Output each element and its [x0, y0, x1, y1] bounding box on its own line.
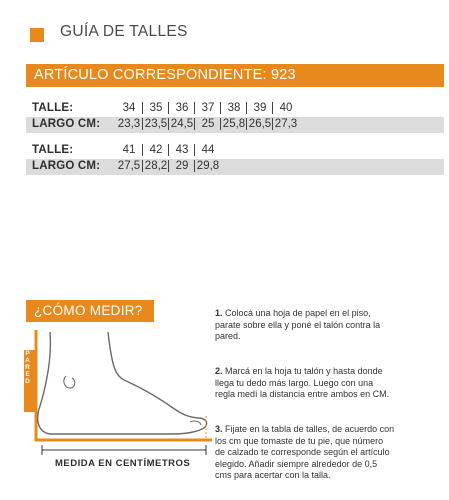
cm-row-label: LARGO CM:: [32, 160, 101, 172]
size-cell: 36: [168, 102, 195, 114]
step-number: 2.: [215, 366, 223, 376]
cm-cell: 27,3: [272, 118, 299, 130]
size-cell: 41: [122, 144, 136, 156]
page-title: GUÍA DE TALLES: [60, 23, 188, 40]
step-text: Marcá en la hoja tu talón y hasta donde llega tu dedo más largo. Luego con una regla medí la distancia entre ambos en CM.: [215, 366, 390, 399]
size-cell: 37: [194, 102, 221, 114]
how-to-measure-banner: [26, 300, 154, 322]
how-to-measure-title: ¿CÓMO MEDIR?: [34, 303, 143, 318]
foot-outline: [38, 332, 207, 434]
header-accent-square: [30, 28, 44, 42]
wall-floor-bracket: [36, 330, 212, 440]
step-2: [215, 366, 395, 401]
size-cell: 35: [142, 102, 169, 114]
cm-row: [26, 159, 444, 175]
cm-row-label: LARGO CM:: [32, 118, 101, 130]
size-table-1: [26, 101, 444, 133]
step-number: 3.: [215, 424, 223, 434]
cm-cell: 26,5: [246, 118, 273, 130]
cm-cell: 23,3: [117, 118, 141, 130]
toe-nail: [190, 421, 201, 425]
article-banner: [26, 64, 444, 87]
wall-label-text: PARED: [24, 350, 31, 385]
size-table-2: [26, 143, 444, 175]
wall-label: [22, 350, 34, 412]
size-cell: 40: [272, 102, 299, 114]
size-row: [26, 101, 444, 117]
size-cell: 44: [194, 144, 221, 156]
size-cell: 42: [142, 144, 169, 156]
cm-cell: 23,5: [142, 118, 169, 130]
article-label: ARTÍCULO CORRESPONDIENTE: 923: [34, 67, 296, 83]
step-1: [215, 308, 395, 343]
size-cell: 38: [220, 102, 247, 114]
size-cell: 39: [246, 102, 273, 114]
ankle-mark: [64, 376, 75, 388]
cm-row: [26, 117, 444, 133]
cm-cell: 29: [168, 160, 195, 172]
cm-cell: 25: [194, 118, 221, 130]
foot-diagram: [22, 328, 222, 458]
size-row-label: TALLE:: [32, 102, 74, 114]
size-row-label: TALLE:: [32, 144, 74, 156]
measure-label: MEDIDA EN CENTÍMETROS: [55, 458, 191, 469]
step-text: Colocá una hoja de papel en el piso, parate sobre ella y poné el talón contra la pared.: [215, 308, 381, 341]
cm-cell: 25,8: [220, 118, 247, 130]
step-text: Fijate en la tabla de talles, de acuerdo con los cm que tomaste de tu pie, que número de calzado te corresponde según el artículo elegido. Añadir siempre alrededor de 0,5 cms para acertar con la talla.: [215, 424, 395, 480]
step-3: [215, 424, 395, 482]
size-row: [26, 143, 444, 159]
step-number: 1.: [215, 308, 223, 318]
cm-cell: 27,5: [117, 160, 141, 172]
cm-cell: 29,8: [194, 160, 221, 172]
size-cell: 34: [122, 102, 136, 114]
size-cell: 43: [168, 144, 195, 156]
cm-cell: 28,2: [142, 160, 169, 172]
cm-cell: 24,5: [168, 118, 195, 130]
